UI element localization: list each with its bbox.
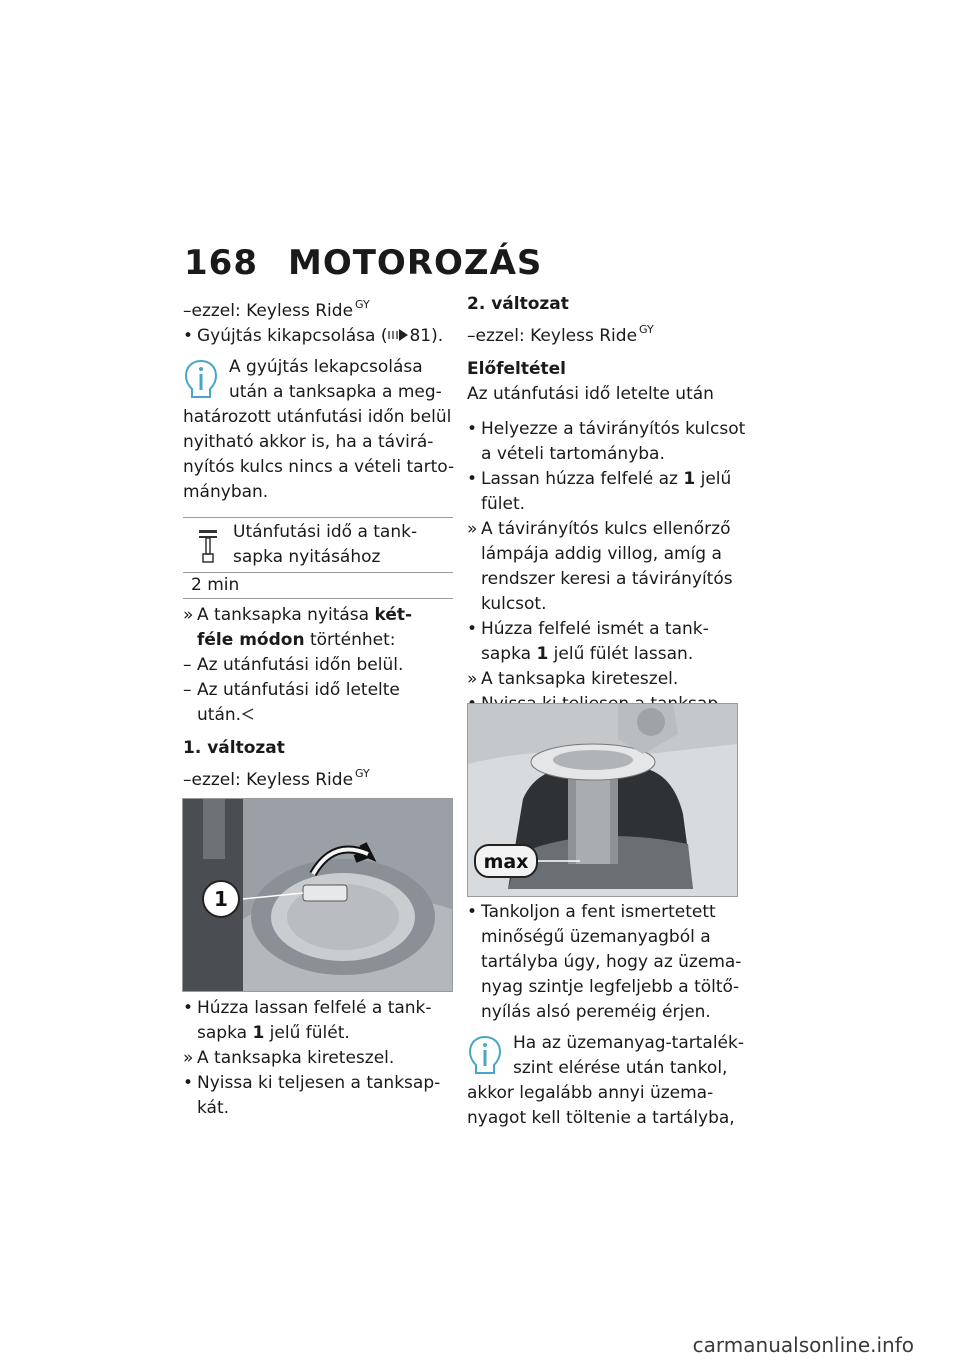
- dash-item: – Az utánfutási időn belül.: [183, 655, 404, 675]
- info-icon: [467, 1035, 503, 1075]
- step-item: • Nyissa ki teljesen a tanksap-: [183, 1073, 441, 1093]
- spec-table: [183, 517, 453, 599]
- left-column-steps: • Húzza lassan felfelé a tank- sapka 1 jelű fülét. » A tanksapka kireteszel. • Nyissa ki teljesen a tanksap- kát.: [183, 996, 453, 1121]
- dash-item: – Az utánfutási idő letelte: [183, 680, 400, 700]
- tank-filler-photo: [467, 703, 738, 897]
- step-item: • Lassan húzza felfelé az 1 jelű: [467, 469, 732, 489]
- context-line: –ezzel: Keyless Ride $^{GY}$: [183, 767, 370, 790]
- page-title: MOTOROZÁS: [288, 243, 543, 283]
- left-column: –ezzel: Keyless Ride $^{GY}$ • Gyújtás kikapcsolása ( 81). A gyújtás lekapcsolása után a tanksapka a meg- határozott utánfutási időn belül nyitható akkor is, ha a távirá- nyítós kulcs nincs a vételi tarto- mányban. Utánfutási idő a tank- sapka nyitásához 2 min » A tanksapka nyitása két- féle módon történhet: – Az utánfutási időn belül. – Az utánfutási idő letelte után. 1. változat –ezzel: Keyless Ride $^{GY}$: [183, 292, 453, 851]
- step-item: • Húzza lassan felfelé a tank-: [183, 998, 432, 1018]
- step-item: • Húzza felfelé ismét a tank-: [467, 619, 709, 639]
- info-note: Ha az üzemanyag-tartalék- szint elérése után tankol, akkor legalább annyi üzema- nyagot kell töltenie a tartályba,: [467, 1033, 744, 1128]
- watermark: carmanualsonline.info: [692, 1333, 914, 1357]
- fuel-cap-illustration: [183, 799, 452, 991]
- right-column-steps: • Tankoljon a fent ismertetett minőségű üzemanyagból a tartályba úgy, hogy az üzema- nyag szintje legfeljebb a töltő- nyílás alsó pereméig érjen. Ha az üzemanyag-tartalék- szint elérése után tankol, akkor legalább annyi üzema- nyagot kell töltenie a tartályba,: [467, 900, 742, 1131]
- photo-label: max: [483, 851, 529, 873]
- info-icon: [183, 359, 219, 399]
- page-ref-arrow-icon: [387, 328, 409, 342]
- context-line: –ezzel: Keyless Ride $^{GY}$: [467, 323, 654, 346]
- precondition-title: Előfeltétel: [467, 359, 567, 379]
- step-item: • Helyezze a távirányítós kulcsot: [467, 419, 746, 439]
- spec-label-line: Utánfutási idő a tank-: [233, 522, 418, 542]
- end-marker-icon: [241, 707, 255, 721]
- step-item: • Tankoljon a fent ismertetett: [467, 902, 716, 922]
- result-line: » A távirányítós kulcs ellenőrző: [467, 519, 731, 539]
- spec-label-line: sapka nyitásához: [233, 547, 381, 567]
- fuel-cap-photo: [182, 798, 453, 992]
- tank-filler-illustration: [468, 704, 737, 896]
- result-line: » A tanksapka kireteszel.: [183, 1048, 395, 1068]
- info-note: A gyújtás lekapcsolása után a tanksapka a meg- határozott utánfutási időn belül nyitható akkor is, ha a távirá- nyítós kulcs nincs a vételi tarto- mányban.: [183, 357, 455, 502]
- result-line: » A tanksapka nyitása két-: [183, 605, 413, 625]
- ignition-step: • Gyújtás kikapcsolása ( 81).: [183, 326, 444, 346]
- right-column: 2. változat –ezzel: Keyless Ride $^{GY}$ Előfeltétel Az utánfutási idő letelte után • Helyezze a távirányítós kulcsot a vételi tartományba. • Lassan húzza felfelé az 1 jelű fület. » A távirányítós kulcs ellenőrző lámpája addig villog, amíg a rendszer keresi a távirányítós kulcsot. • Húzza felfelé ismét a tank- sapka 1 jelű fülét lassan. » A tanksapka kireteszel.: [467, 292, 742, 742]
- fuel-cap-icon: [197, 526, 219, 564]
- variant-1-title: 1. változat: [183, 738, 285, 758]
- variant-2-title: 2. változat: [467, 294, 569, 314]
- page-number: 168: [184, 243, 258, 283]
- photo-label: 1: [214, 887, 228, 911]
- result-line: » A tanksapka kireteszel.: [467, 669, 679, 689]
- precondition-text: Az utánfutási idő letelte után: [467, 384, 714, 404]
- context-line: –ezzel: Keyless Ride $^{GY}$: [183, 298, 370, 321]
- spec-value: 2 min: [191, 575, 240, 595]
